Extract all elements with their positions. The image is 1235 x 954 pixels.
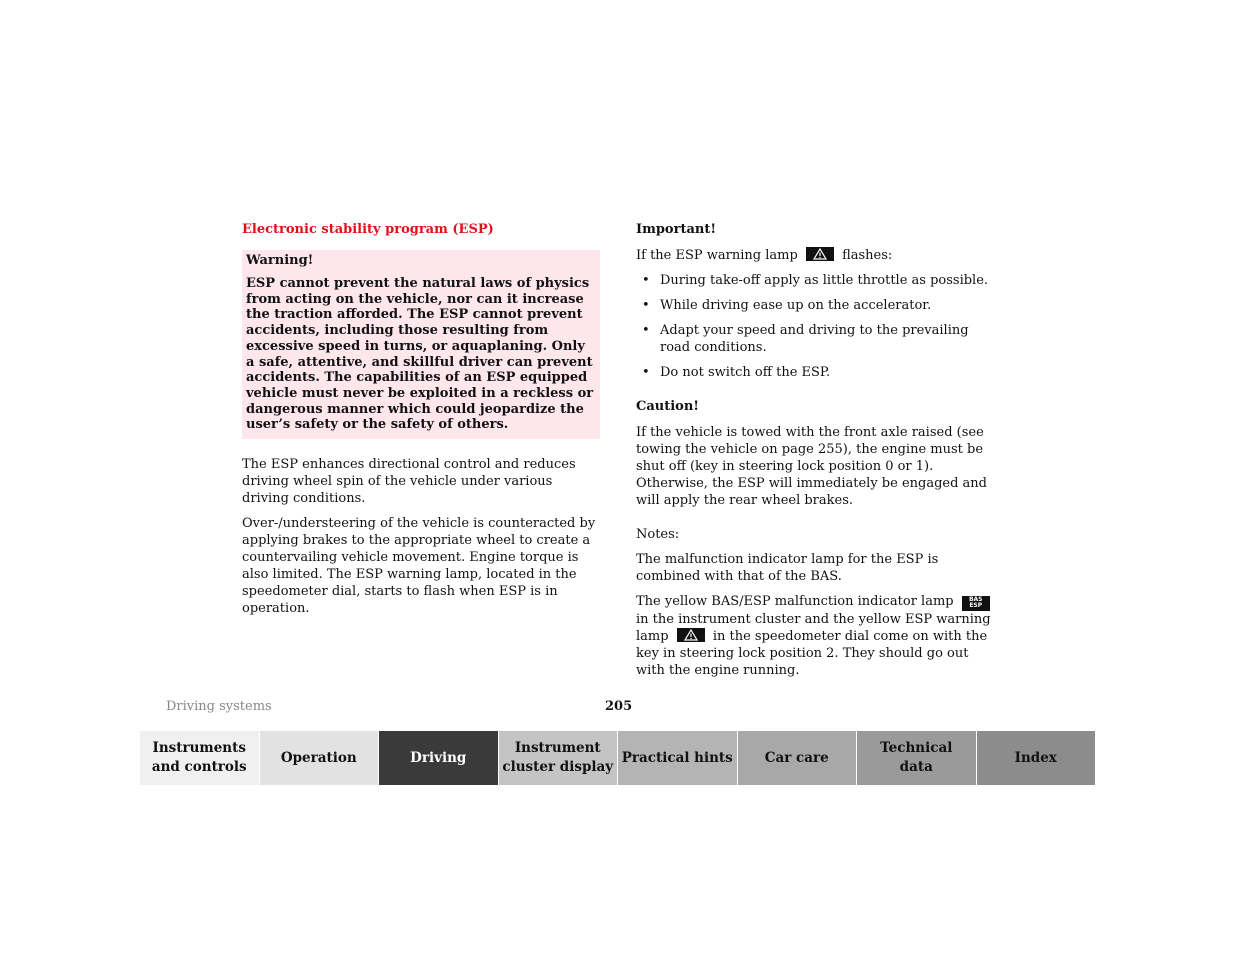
bullet-icon: • [642,365,650,380]
warning-box [242,250,600,439]
tab-instrument-cluster-display[interactable] [499,731,619,785]
tab-index[interactable] [977,731,1096,785]
tab-practical-hints[interactable] [618,731,738,785]
important-heading: Important! [636,222,717,237]
chapter-nav [140,731,1095,785]
notes-p2-text-b: in the instrument cluster and the yellow ESP warning lamp [636,612,991,644]
list-item-text: While driving ease up on the accelerator. [660,298,932,313]
warning-triangle-icon [677,628,705,642]
tab-label: Driving [410,749,467,766]
page-number: 205 [605,699,633,714]
list-item-text: During take-off apply as little throttle as possible. [660,273,989,288]
lamp-line-text-before: If the ESP warning lamp [636,248,798,263]
tab-label-line2: cluster display [502,759,614,775]
esp-icon-label: ESP [969,602,983,609]
warning-triangle-icon [806,247,834,261]
list-item [636,322,994,356]
tab-car-care[interactable] [738,731,858,785]
notes-paragraph-1: The malfunction indicator lamp for the ESP is combined with that of the BAS. [636,552,939,584]
tab-label [152,739,247,777]
left-column [242,221,600,625]
paragraph-oversteering: Over-/understeering of the vehicle is counteracted by applying brakes to the appropriate wheel to create a countervailing vehicle movement. Engine torque is also limited. The ESP warning lamp, located in the speedometer dial, starts to flash when ESP is in operation. [242,516,596,617]
list-item-text: Do not switch off the ESP. [660,365,831,380]
list-item [636,272,994,289]
warning-text: ESP cannot prevent the natural laws of physics from acting on the vehicle, nor can it increase the traction afforded. The ESP cannot prevent accidents, including those resulting from excessive speed in turns, or aquaplaning. Only a safe, attentive, and skillful driver can prevent accidents. The capabilities of an ESP equipped vehicle must never be exploited in a reckless or dangerous manner which could jeopardize the user’s safety or the safety of others. [246,276,594,433]
notes-paragraph-2 [636,593,994,679]
tab-label-line1: Instrument [514,740,601,756]
tab-label [880,739,952,777]
important-bullet-list [636,272,994,381]
tab-label-line2: data [899,759,933,775]
footer-section-label: Driving systems [166,699,272,714]
right-column [636,221,994,687]
list-item [636,364,994,381]
tab-label-line1: Instruments [152,740,246,756]
tab-label: Car care [764,749,829,766]
notes-heading: Notes: [636,527,680,542]
notes-p2-text-c: in the speedometer dial come on with the key in steering lock position 2. They should go out with the engine running. [636,629,988,678]
list-item [636,297,994,314]
tab-label-line2: and controls [151,759,247,775]
bas-icon-label: BAS [968,596,983,603]
lamp-line-text-after: flashes: [842,248,893,263]
tab-label: Operation [280,749,357,766]
bas-esp-lamp-icon [962,596,990,611]
notes-p2-text-a: The yellow BAS/ESP malfunction indicator lamp [636,594,954,609]
tab-label [502,739,613,777]
tab-operation[interactable] [260,731,380,785]
bullet-icon: • [642,298,650,313]
caution-text: If the vehicle is towed with the front axle raised (see towing the vehicle on page 255), the engine must be shut off (key in steering lock position 0 or 1). Otherwise, the ESP will immediately be engaged and will apply the rear wheel brakes. [636,425,987,508]
caution-heading: Caution! [636,399,699,414]
bullet-icon: • [642,273,650,288]
paragraph-esp-enhances: The ESP enhances directional control and reduces driving wheel spin of the vehicle under various driving conditions. [242,457,576,507]
bullet-icon: • [642,323,650,338]
tab-label: Index [1014,749,1057,766]
tab-technical-data[interactable] [857,731,977,785]
warning-title: Warning! [246,253,314,268]
tab-instruments-and-controls[interactable] [140,731,260,785]
list-item-text: Adapt your speed and driving to the prevailing road conditions. [660,323,969,355]
section-title: Electronic stability program (ESP) [242,222,494,237]
tab-driving[interactable] [379,731,499,785]
tab-label-line1: Technical [880,740,953,756]
tab-label: Practical hints [621,749,733,766]
lamp-flashes-line [636,247,994,264]
